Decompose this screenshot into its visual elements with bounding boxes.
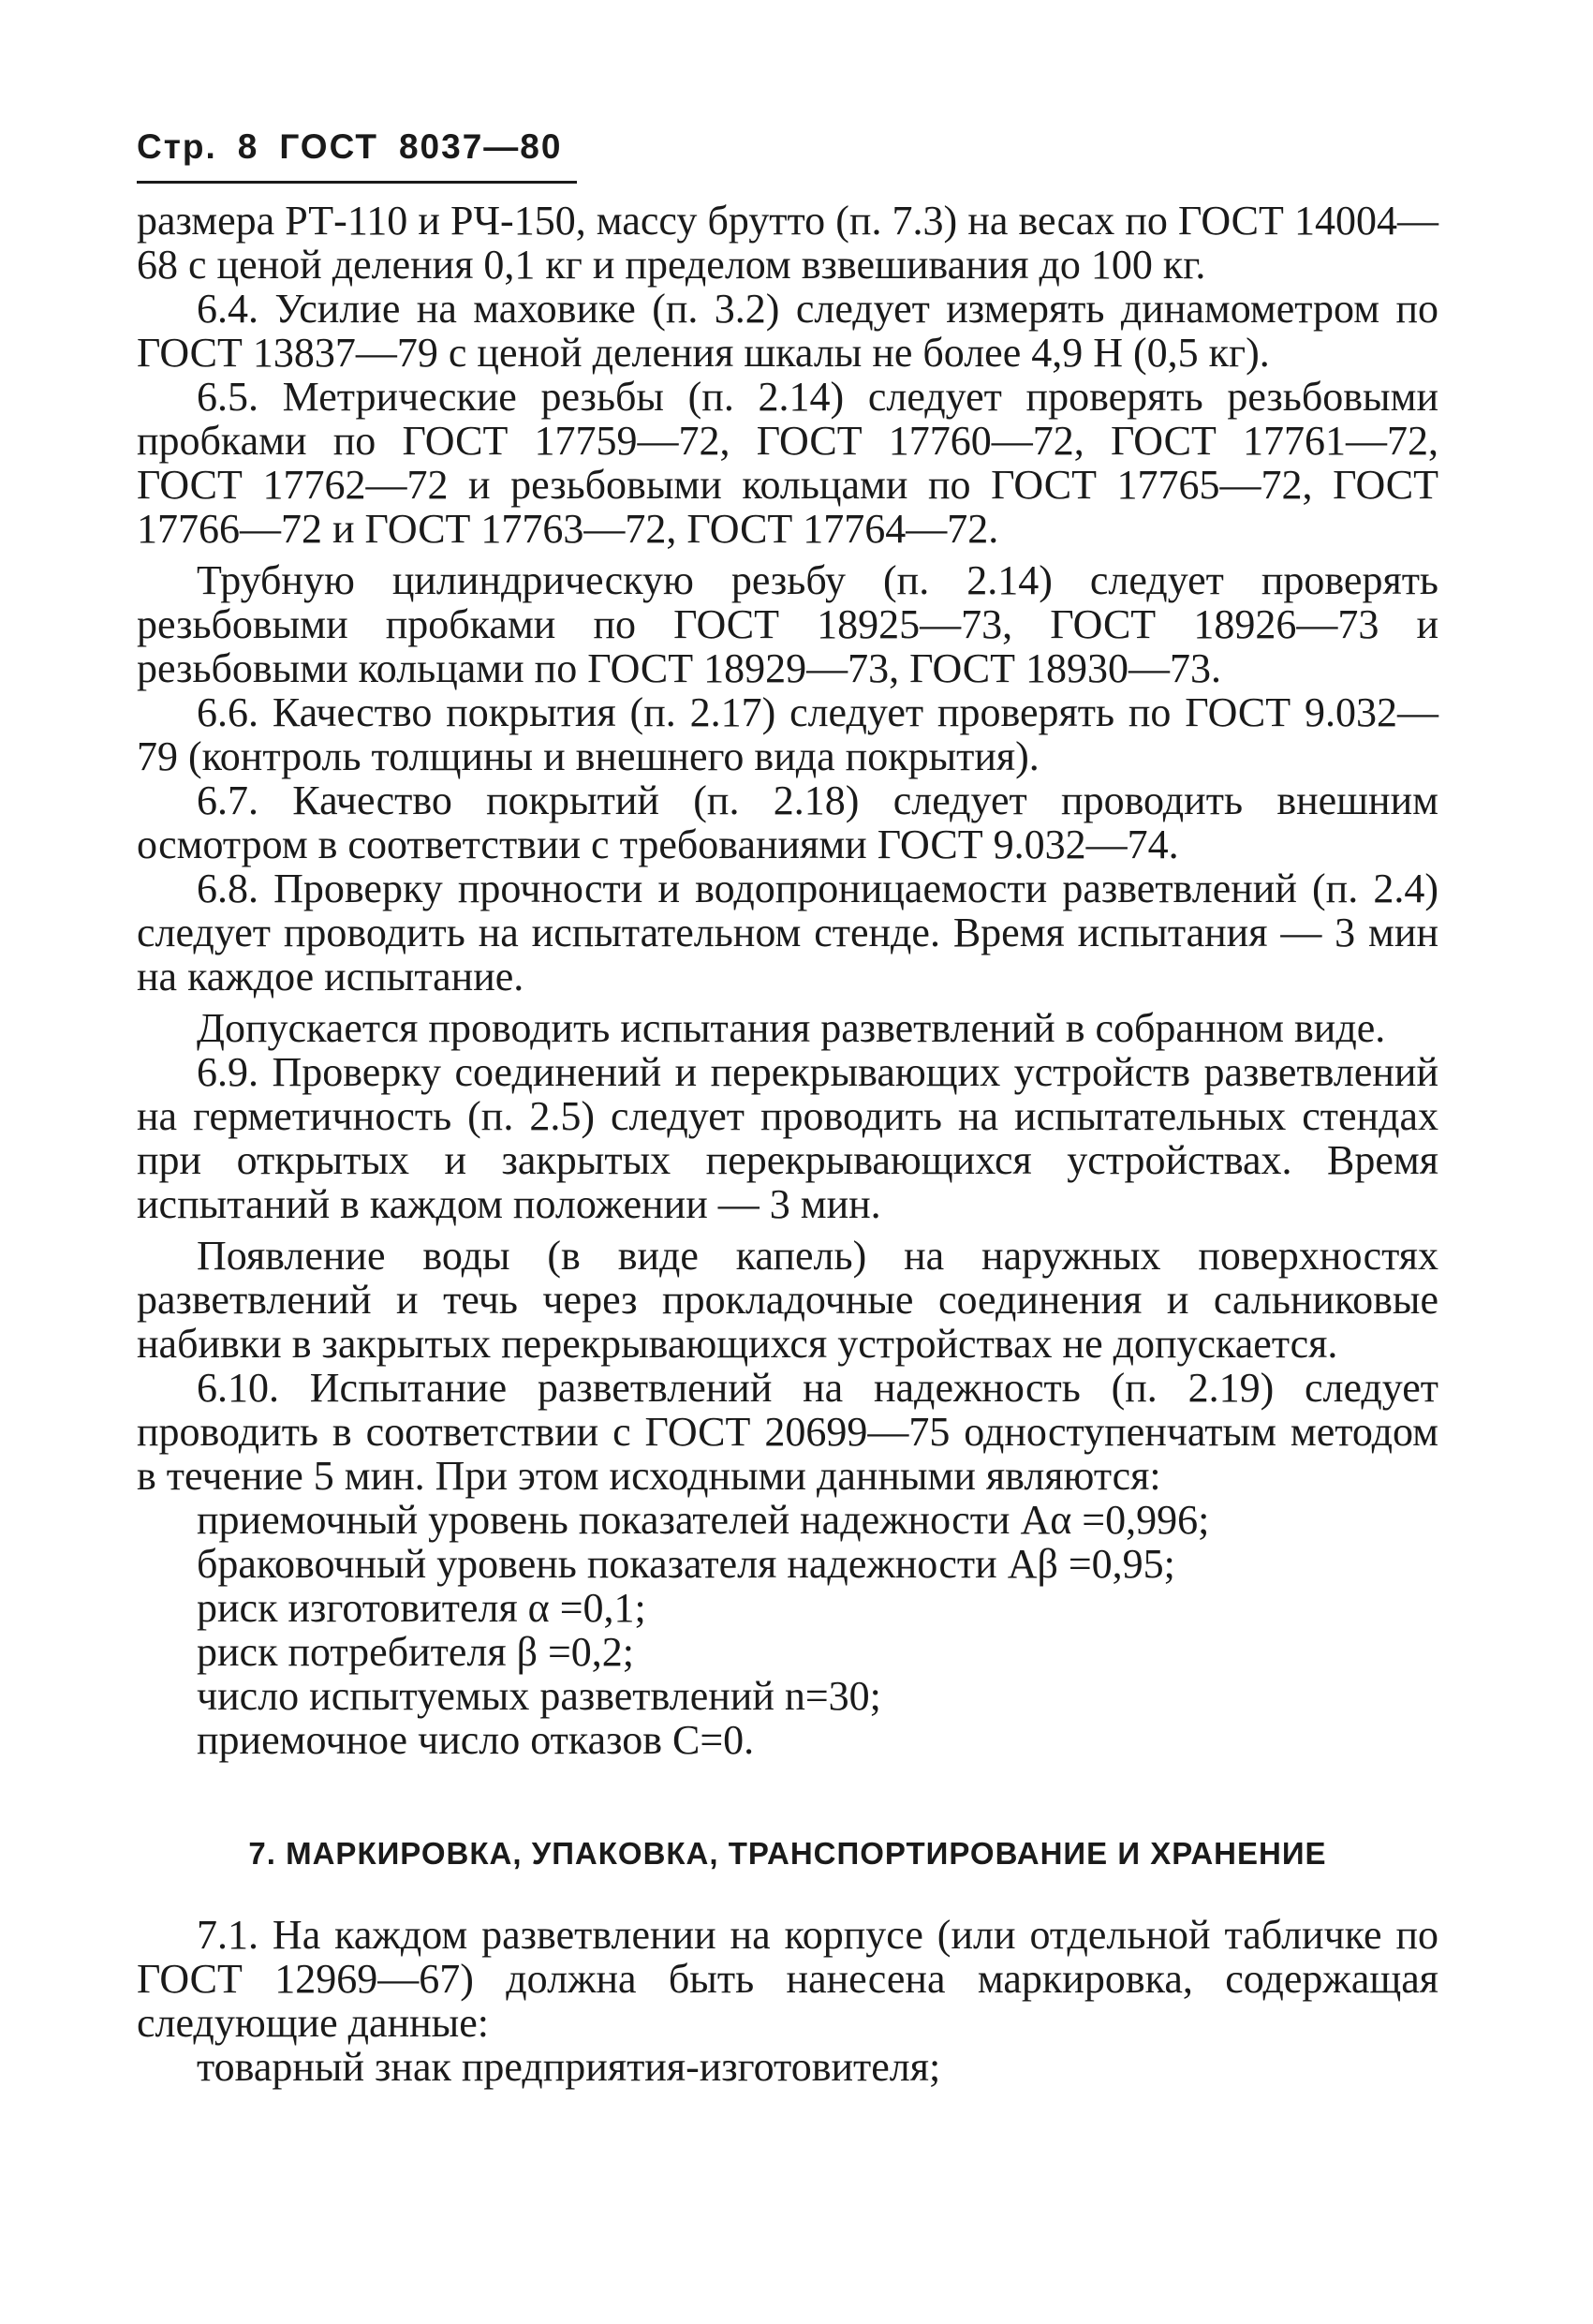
page-label: Стр.	[137, 127, 217, 166]
standard-label: ГОСТ	[279, 127, 378, 166]
section-7-heading: 7. МАРКИРОВКА, УПАКОВКА, ТРАНСПОРТИРОВАНИЕ И ХРАНЕНИЕ	[248, 1836, 1327, 1871]
paragraph-6-9-note: Появление воды (в виде капель) на наружных поверхностях разветвлений и течь через прокладочные соединения и сальниковые набивки в закрытых перекрывающихся устройствах не допускается.	[137, 1233, 1438, 1367]
list-item: приемочное число отказов C=0.	[197, 1717, 755, 1763]
list-item: приемочный уровень показателей надежности Aα =0,996;	[197, 1497, 1210, 1543]
list-item: риск изготовителя α =0,1;	[197, 1585, 646, 1631]
paragraph-6-9: 6.9. Проверку соединений и перекрывающих устройств разветвлений на герметичность (п. 2.5) следует проводить на испытательных стендах при открытых и закрытых перекрывающихся устройствах. Время испытаний в каждом положении — 3 мин.	[137, 1049, 1438, 1227]
standard-number: 8037—80	[398, 127, 563, 166]
marking-data-list	[137, 2045, 1438, 2089]
paragraph-6-5: 6.5. Метрические резьбы (п. 2.14) следует проверять резьбовыми пробками по ГОСТ 17759—72, ГОСТ 17760—72, ГОСТ 17761—72, ГОСТ 17762—72 и резьбовыми кольцами по ГОСТ 17765—72, ГОСТ 17766—72 и ГОСТ 17763—72, ГОСТ 17764—72.	[137, 374, 1438, 552]
paragraph-6-8-note: Допускается проводить испытания разветвлений в собранном виде.	[197, 1005, 1386, 1051]
paragraph-7-1: 7.1. На каждом разветвлении на корпусе (или отдельной табличке по ГОСТ 12969—67) должна быть нанесена маркировка, содержащая следующие данные:	[137, 1912, 1438, 2046]
paragraph-6-5-pipe-thread: Трубную цилиндрическую резьбу (п. 2.14) следует проверять резьбовыми пробками по ГОСТ 18925—73, ГОСТ 18926—73 и резьбовыми кольцами по ГОСТ 18929—73, ГОСТ 18930—73.	[137, 557, 1438, 691]
page-header	[137, 127, 583, 167]
reliability-data-list	[137, 1498, 1438, 1762]
list-item: число испытуемых разветвлений n=30;	[197, 1673, 881, 1719]
paragraph-6-6: 6.6. Качество покрытия (п. 2.17) следует проверять по ГОСТ 9.032—79 (контроль толщины и внешнего вида покрытия).	[137, 689, 1438, 779]
paragraph-6-7: 6.7. Качество покрытий (п. 2.18) следует проводить внешним осмотром в соответствии с требованиями ГОСТ 9.032—74.	[137, 777, 1438, 867]
list-item: браковочный уровень показателя надежности Aβ =0,95;	[197, 1541, 1175, 1587]
page-number: 8	[237, 127, 259, 166]
paragraph-intro: размера РТ-110 и РЧ-150, массу брутто (п. 7.3) на весах по ГОСТ 14004—68 с ценой деления 0,1 кг и пределом взвешивания до 100 кг.	[137, 198, 1438, 288]
header-rule	[137, 181, 577, 184]
list-item: риск потребителя β =0,2;	[197, 1629, 635, 1675]
document-body	[137, 199, 1438, 2089]
paragraph-6-8: 6.8. Проверку прочности и водопроницаемости разветвлений (п. 2.4) следует проводить на испытательном стенде. Время испытания — 3 мин на каждое испытание.	[137, 866, 1438, 999]
paragraph-6-4: 6.4. Усилие на маховике (п. 3.2) следует измерять динамометром по ГОСТ 13837—79 с ценой деления шкалы не более 4,9 Н (0,5 кг).	[137, 286, 1438, 376]
paragraph-6-10: 6.10. Испытание разветвлений на надежность (п. 2.19) следует проводить в соответствии с ГОСТ 20699—75 одноступенчатым методом в течение 5 мин. При этом исходными данными являются:	[137, 1365, 1438, 1499]
list-item: товарный знак предприятия-изготовителя;	[197, 2044, 941, 2090]
